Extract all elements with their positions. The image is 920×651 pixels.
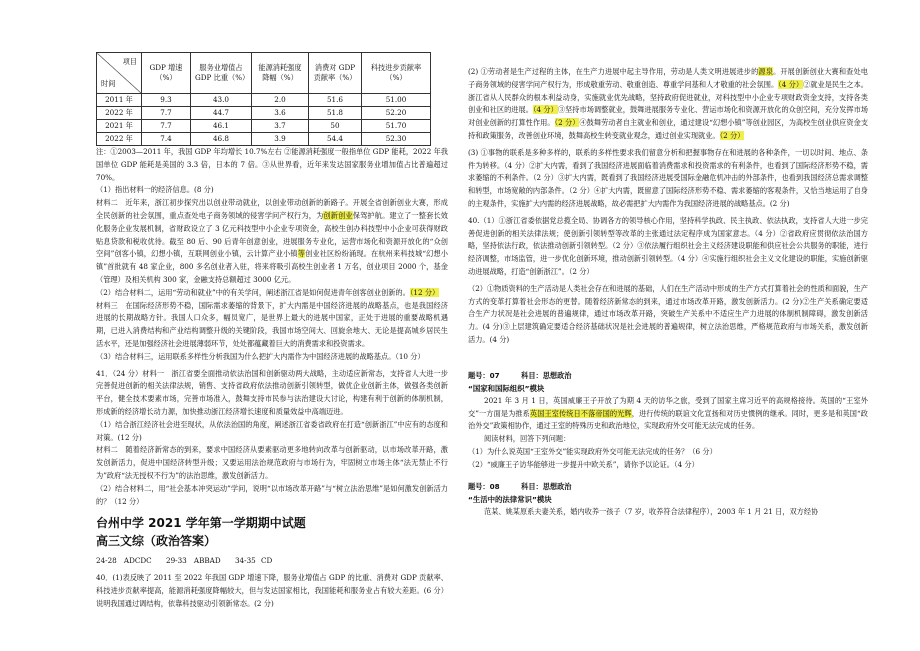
table-header-row [97,53,431,94]
table-cell: 51.00 [362,94,431,107]
topic-08-material: 范某、姚某原系夫妻关系，婚内收养一孩子（7 岁，收养符合法律程序），2003 年 1 月 21 日，双方经协 [484,506,819,516]
question-3: （3）结合材料三，运用联系多样性分析我国为什么把扩大内需作为中国经济进展的战略基点。（10 分） [96,351,425,361]
table-cell: 46.8 [191,133,252,146]
table-cell: 3.9 [252,133,309,146]
table-cell: 46.1 [191,120,252,133]
highlight-score: （4 分） [778,79,804,89]
table-note: 注：①2003—2011 年，我国 GDP 年均增长 10.7%左右 ②能源消耗强度一般指单位 GDP 能耗，2022 年我国单位 GDP 能耗是美国的 3.3 倍，日本的 7 倍。③从世界看，近年来发达国家服务业增加值占比普遍超过 70%。 [96,147,448,182]
table-cell: 50 [309,120,362,133]
table-cell: 51.8 [309,107,362,120]
question-1: （1）指出材料一的经济信息。(8 分) [96,185,214,195]
highlight-score: （2 分） [719,130,745,140]
spacer [468,347,868,369]
table-corner-cell [97,53,142,94]
answer-text: ④鼓舞劳动者自主就业和创业，通过建设“幻想小镇”等创业园区，为高校生创业供应资金支持和政策服务，改善创业环境，鼓舞高校生转变就业观念，通过创业实现就业。 [468,118,869,140]
topic-07-text: 2021 年 3 月 1 日，英国威廉王子开放了为期 4 天的访华之旅，受到了国家主席习近平的高规格接待。英国的“王室外交”一方面是为推系 [468,395,868,418]
answer-2 [468,66,868,143]
table-cell: 7.7 [142,120,191,133]
topic-07-module: “国家和国际组织”模块 [468,383,545,393]
answer-text: (2) ①劳动者是生产过程的主体，在生产力进展中起主导作用，劳动是人类文明进展进步的 [468,67,759,76]
table-cell: 52.20 [362,107,431,120]
topic-08-header [468,480,868,493]
table-header: 科技进步贡献率（%） [362,53,431,94]
stats-table [96,52,431,146]
answer-3: (3) ①事物的联系是多种多样的，联系的多样性要求我们留意分析和把握事物存在和进展的各种条件，一切以时间、地点、条件为转移。（4 分）②扩大内需，看到了我国经济进展面临着消费需求和投资需求的有利条件，也看到了国际经济形势不稳，需求萎缩的不利条件。（2 分）③扩大内需，既看到了我国经济进展受国际金融危机冲击的外部条件，也看到我国经济总需求调整和转型，市场宽敞的内部条件。（2 分）④扩大内需，既留意了国际经济形势不稳、需求萎缩的客观条件，又恰当地运用了自身的主观条件，实施扩大内需的经济进展战略，故必需把扩大内需作为我国经济进展的战略基点。(2 分) [468,147,868,208]
highlight-text: 创新创业 [323,210,353,220]
table-cell: 44.7 [191,107,252,120]
topic-07-subject: 科目：思想政治 [521,370,572,380]
table-cell: 9.3 [142,94,191,107]
table-cell-year: 2022 年 [97,107,142,120]
table-row [97,120,431,133]
highlight-score: （12 分） [409,287,440,297]
question-41-2: （2）结合材料二，用“社会基本冲突运动”学问，说明“以市场改革开路”与“树立法治思维”是如何激发创新活力的？（12 分） [96,483,448,506]
table-row [97,94,431,107]
corner-label-time: 时间 [101,79,116,88]
table-cell: 51.6 [309,94,362,107]
table-header: 消费对 GDP 贡献率（%） [309,53,362,94]
question-2-text: （2）结合材料二，运用“劳动和就业”中的有关学问，阐述浙江省是如何促进青年创客创业创新的。 [96,287,410,297]
table-cell: 7.7 [142,107,191,120]
spacer [468,472,868,480]
highlight-text: 英国王室传统日不落帝国的光辉 [529,408,632,418]
material-2b: 材料二 随着经济新常态的到来，要求中国经济从要素驱动更多地转向改革与创新驱动，以市场改革开路，激发创新活力，促进中国经济转型升级；又要运用法治规范政府与市场行为，牢固树立市场主体“法无禁止不行为”政府“法无授权不行为”的法治思维，激发创新活力。 [96,445,448,480]
answer-40-1: 40．(1)表反映了 2011 至 2022 年我国 GDP 增速下降，服务业增值占 GDP 的比重、消费对 GDP 贡献率、科技进步贡献率提高，能源消耗强度降幅较大，但与发达国家相比，我国能耗和服务业占有较大差距。(6 分）说明我国通过调结构，依靠科技驱动引领新常态。(2 分) [96,573,448,608]
highlight-score: （2 分） [554,118,580,128]
left-column [96,0,448,611]
table-cell-year: 2021 年 [97,120,142,133]
topic-08-label: 题号：08 [468,481,500,491]
topic-07-q1: （1）为什么说英国“王室外交”能实现政府外交可能无法完成的任务？（6 分） [468,446,717,456]
table-cell: 2.0 [252,94,309,107]
table-cell: 54.4 [309,133,362,146]
question-41-1: （1）结合浙江经济社会进至现状，从依法治国的角度，阐述浙江省委省政府在打造“创新浙江”中应有的态度和对策。(12 分) [96,419,448,442]
answer-text: 。开展创新创业大赛和查处电子商务领域的侵害学问产权行为，形成敬重劳动、敬重创造、尊重学问基和人才敬重的社会氛围。 [468,67,868,89]
table-header: 服务业增值占 GDP 比重（%） [191,53,252,94]
material-2-text: 材料二 近年来，浙江初步探究出以创业带动就业，以创业带动创新的新路子。开展全省创新创业大赛，形成全民创新的社会氛围，重点查处电子商务领域的侵害学问产权行为，为 [96,198,448,220]
topic-07-header [468,369,868,382]
topic-07-label: 题号：07 [468,370,500,380]
topic-07-instruction: 阅读材料，回答下列问题： [484,434,571,444]
school-title: 台州中学 2021 学年第一学期期中试题 [96,516,306,531]
table-header: GDP 增速（%） [142,53,191,94]
table-cell-year: 2022 年 [97,133,142,146]
topic-08-subject: 科目：思想政治 [521,481,572,491]
question-2 [96,287,448,300]
corner-label-item: 项目 [122,57,137,66]
material-2 [96,197,448,287]
topic-07-text: ，进行传统的联谊文化宣扬和对历史惯例的继承。同时，更多是和英国“政治外交”政策相协作，通过王室的特殊历史和政治地位，实现政府外交可能无法完成的任务。 [468,408,868,431]
highlight-score: （4 分） [532,105,558,115]
table-cell: 7.4 [142,133,191,146]
choice-answers: 24-28 ADCDC 29-33 ABBAD 34-35 CD [96,556,273,566]
answer-40: 40.（1）①浙江省委依据党总揽全局、协调各方的领导核心作用，坚持科学执政、民主执政、依法执政，支持省人大进一步完善促进创新的相关法律法规；使创新引领转型等改革的主张通过法定程序成为国家意志。（4 分）②省政府应贯彻依法治国方略，坚持依法行政，依法推动创新引领转型。（2 分）③依法履行组织社会主义经济建设职能和供应社会公共服务的职能，进行经济调整，市场监管，进一步优化创新环境，推动创新引领转型。（4 分）④实施行组织社会主义文化建设的职能，实施创新驱动进展战略，打造“创新浙江”。（2 分） [468,215,868,276]
topic-07-q2: （2）“威廉王子访华能够进一步提升中欧关系”，请你予以论证。（4 分） [468,459,699,469]
table-header: 能源消耗强度降幅（%） [252,53,309,94]
topic-08-module: “生活中的法律常识”模块 [468,494,552,504]
answer-text: ③坚持市场调整就业，鼓舞进展服务专业化、营运市场化和资源开放化的众创空间，充分发挥市场对创业创新的打算性作用。 [468,105,868,128]
table-cell: 3.6 [252,107,309,120]
highlight-text: 等 [297,249,306,259]
material-3: 材料三 在国际经济形势不稳，国际需求萎缩的背景下，扩大内需是中国经济进展的战略基点，也是我国经济进展的长期战略方针。我国人口众多，幅员宽广，是世界上最大的进展中国家，正处于进展的重要战略机遇期，已进入消费结构和产业结构调整升级的关键阶段，我国市场空间大、回旋余地大、无论是提高城乡居民生活水平，还是加强经济社会进展薄弱环节，处处都蕴藏着巨大的消费需求和投资需求。 [96,300,448,348]
table-cell-year: 2011 年 [97,94,142,107]
table-cell: 52.30 [362,133,431,146]
table-cell: 43.0 [191,94,252,107]
material-2-text: 创业社区纷纷涌现。在杭州来科技城“幻想小镇”首批就有 48 家企业，800 多名创业者入驻，将来将吸引高校生创业者 1 万名，创业项目 2000 个，基金（管理）及相关机构 300 家，金融支持总额超过 3000 亿元。 [96,249,448,284]
topic-07-material [468,395,868,433]
question-41: 41．（24 分）材料一 浙江省要全面推动依法治国和创新驱动两大战略，主动适应新常态，支持省人大进一步完善促进创新的相关法律法规，销售、支持省政府依法推动创新引领转型，做优企业创新主体，做强各类创新平台，健全技术要素市场，完善市场准入，鼓舞支持市民参与法治建设大讨论，构建有利于创新的体制机制，形成新的经济增长动力源，加快推动浙江经济增长速度和质量效益中高端迈进。 [96,368,448,416]
table-cell: 3.7 [252,120,309,133]
answer-title: 高三文综（政治答案） [96,534,217,549]
table-row [97,107,431,120]
table-cell: 51.70 [362,120,431,133]
table-row [97,133,431,146]
right-column [468,66,868,518]
highlight-text: 源泉 [758,67,774,76]
answer-40-2: （2）①物质资料的生产活动是人类社会存在和进展的基础，人们在生产活动中形成的生产方式打算着社会的性质和面貌，生产方式的变革打算着社会形态的更替。随着经济新常态的到来，通过市场改革开路，激发创新活力。(2 分)②生产关系确定要适合生产力状况是社会进展的普遍规律，通过市场改革开路，突破生产关系中不适应生产力进展的体制机制障碍，激发创新活力。(4 分)③上层建筑确定要适合经济基础状况是社会进展的普遍规律，树立法治思维，严格规范政府与市场关系，激发创新活力。(4 分) [468,283,868,344]
answer-text: ②就业是民生之本。浙江省从人民群众的根本利益动身，实施就业优先战略，坚持政府促进就业，对科技型中小企业专项财政资金支持，支持各类创业和社区的进展。 [468,79,868,115]
material-2-text: 保驾护航。建立了一整套长效化服务企业发展机制，省财政设立了 3 亿元科技型中小企业专项资金，高校生创办科技型中小企业可获得财政贴息贷款和税收优待。截至 80 后、90 后青年创意创业，进展服务专业化，运营市场化和资源开放化的“众创空间”创客小镇，幻想小镇，互联网创业小镇，云计算产业小镇 [96,210,448,259]
